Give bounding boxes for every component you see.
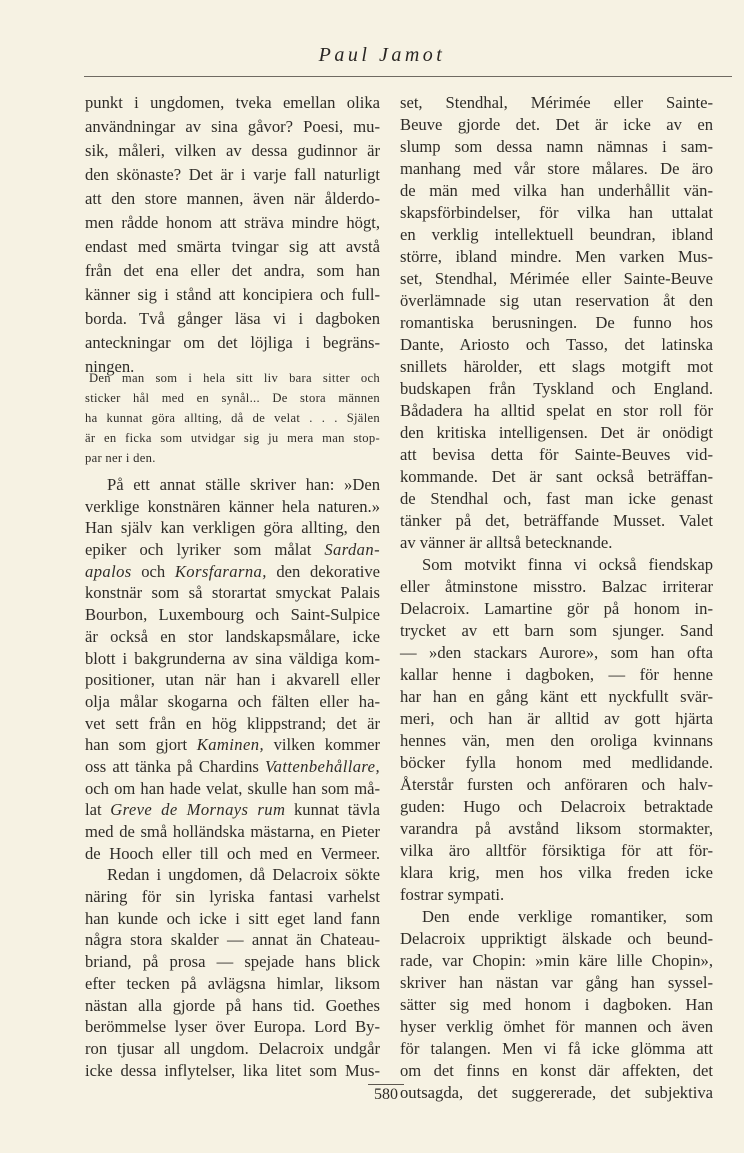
text-line: men rådde honom att sträva mindre högt,	[85, 213, 380, 232]
header-rule	[84, 76, 732, 77]
text-line: vet sett från en hög klippstrand; det är	[85, 713, 380, 733]
text-line: är en ficka som utvidgar sig ju mera man stop-	[85, 431, 380, 445]
text-segment: oss att tänka på Chardins	[85, 756, 265, 776]
text-line	[85, 799, 380, 821]
text-line: set, Stendhal, Mérimée eller Sainte-Beuve	[400, 269, 713, 288]
diary-quotation	[85, 368, 380, 468]
text-line: outsagda, det suggererade, det subjektiva	[400, 1083, 713, 1102]
text-line: om det finns en konst där affekten, det	[400, 1061, 713, 1080]
text-line: På ett annat ställe skriver han: »Den	[107, 475, 380, 494]
text-line	[85, 756, 380, 778]
text-line: manhang med vår store målares. De äro	[400, 159, 713, 178]
text-line: näring för sin lyriska fantasi varhelst	[85, 887, 380, 907]
italic-title: Kaminen,	[196, 735, 265, 755]
text-segment: den dekorative	[266, 561, 380, 581]
text-line: Redan i ungdomen, då Delacroix sökte	[107, 865, 380, 885]
italic-title: Korsfararna,	[174, 561, 267, 581]
text-line: Bådadera ha alltid spelat en stor roll för	[400, 401, 713, 420]
paragraph	[85, 91, 380, 379]
text-segment: lat	[85, 800, 111, 820]
text-line: Återstår fursten och anföraren och halv-	[400, 775, 713, 794]
text-line: punkt i ungdomen, tveka emellan olika	[85, 93, 380, 112]
text-line: ha kunnat göra allting, då de velat . . . Själen	[85, 411, 380, 425]
text-line: briand, på prosa — spejade hans blick	[85, 952, 380, 972]
text-line: från det ena eller det andra, som han	[85, 261, 380, 280]
text-line: fostrar sympati.	[400, 885, 505, 904]
text-line: överlämnade sig utan reservation åt den	[400, 291, 713, 310]
text-line: tänker på det, beträffande Musset. Valet	[400, 511, 713, 530]
text-line: och om han hade velat, skulle han som må-	[85, 778, 380, 798]
text-segment: han som gjort	[85, 735, 197, 755]
text-line: blott i bakgrunderna av sina väldiga kom-	[85, 648, 380, 668]
text-line: klara krig, men hos vilka freden icke	[400, 863, 713, 882]
page-number: 580	[368, 1084, 404, 1104]
text-segment: epiker och lyriker som målat	[85, 540, 325, 560]
text-line: hennes vän, men den oroliga kvinnans	[400, 731, 713, 750]
text-line: den kritiska intelligensen. Det är onödigt	[400, 423, 713, 442]
text-line: att bevisa detta för Sainte-Beuves vid-	[400, 445, 713, 464]
text-line: med de små holländska mästarna, en Pieter	[85, 822, 380, 841]
text-line: Bourbon, Luxembourg och Saint-Sulpice	[85, 605, 380, 625]
text-line: att den store mannen, även när ålderdo-	[85, 189, 380, 208]
text-line: borda. Två gånger läsa vi i dagboken	[85, 309, 380, 328]
text-line: par ner i den.	[85, 451, 156, 465]
text-line: eller åtminstone misstro. Balzac irriterar	[400, 577, 713, 596]
text-line: budskapen från Tyskland och England.	[400, 379, 713, 398]
text-line: verklige konstnären känner hela naturen.»	[85, 496, 380, 516]
text-line: Som motvikt finna vi också fiendskap	[422, 555, 713, 574]
text-line: sätter sig med honom i dagboken. Han	[400, 995, 713, 1014]
text-line: anteckningar om det löjliga i begräns-	[85, 333, 380, 352]
text-line: konstnär som så storartat smyckat Palais	[85, 583, 380, 603]
text-line: större, ibland mindre. Men varken Mus-	[400, 247, 713, 266]
text-line: ningen.	[85, 357, 135, 376]
text-line: kommande. Det är sant också beträffan-	[400, 467, 713, 486]
text-line: känner sig i stånd att koncipiera och full-	[85, 285, 380, 304]
text-line: Delacroix. Lamartine gör på honom in-	[400, 599, 713, 618]
text-line: endast med smärta tvingar sig att avstå	[85, 237, 380, 256]
text-line: en verklig intellektuell beundran, ibland	[400, 225, 713, 244]
text-segment: vilken kommer	[264, 735, 380, 755]
text-line: sticker hål med en synål... De stora männen	[85, 391, 380, 405]
italic-title: apalos	[85, 561, 132, 581]
text-line: Beuve gjorde det. Det är icke av en	[400, 115, 713, 134]
text-line: set, Stendhal, Mérimée eller Sainte-	[400, 93, 713, 112]
paragraph-group	[400, 92, 713, 1104]
text-line: skapsförbindelser, för vilka han uttalat	[400, 203, 713, 222]
text-line: av vänner är alltså betecknande.	[400, 533, 613, 552]
text-line: meri, och han är alltid av gott hjärta	[400, 709, 713, 728]
text-line	[85, 561, 380, 583]
text-line: för talangen. Men vi få icke glömma att	[400, 1039, 713, 1058]
text-line: efter tecken på avlägsna himlar, liksom	[85, 973, 380, 993]
text-line: Han själv kan verkligen göra allting, den	[85, 518, 380, 538]
text-line: de män med vilka han underhållit vän-	[400, 181, 713, 200]
text-line: kallar henne i dagboken, — för henne	[400, 665, 713, 684]
text-line: han kunde och icke i sitt eget land fann	[85, 908, 380, 928]
text-line: Den ende verklige romantiker, som	[422, 907, 713, 926]
text-segment: och	[131, 561, 175, 581]
text-line: användningar av sina gåvor? Poesi, mu-	[85, 117, 380, 136]
text-line: Den man som i hela sitt liv bara sitter och	[89, 371, 380, 385]
text-line: hyser verklig ömhet för mannen och även	[400, 1017, 713, 1036]
text-line: slump som dessa namn nämnas i sam-	[400, 137, 713, 156]
italic-title: Sardan-	[324, 540, 380, 560]
text-line	[85, 539, 380, 561]
text-line: Dante, Ariosto och Tasso, det latinska	[400, 335, 713, 354]
running-header-title: Paul Jamot	[318, 44, 446, 66]
text-line: berömmelse lyser över Europa. Lord By-	[85, 1017, 380, 1037]
text-line: den skönaste? Det är i varje fall naturligt	[85, 165, 380, 184]
text-line: skriver han nästan var gång han syssel-	[400, 973, 713, 992]
text-line: olja målar skogarna och fälten eller ha-	[85, 691, 380, 711]
italic-title: Greve de Mornays rum	[110, 800, 286, 820]
text-line: varandra på avstånd liksom stormakter,	[400, 819, 713, 838]
text-line: de Hooch eller till och med en Vermeer.	[85, 843, 380, 863]
text-line: rade, var Chopin: »min käre lille Chopin»,	[400, 951, 713, 970]
text-line: böcker fylla honom med medlidande.	[400, 753, 713, 772]
text-line: positioner, utan när han i akvarell eller	[85, 670, 380, 690]
text-line: guden: Hugo och Delacroix betraktade	[400, 797, 713, 816]
text-line: de Stendhal och, fast man icke genast	[400, 489, 713, 508]
text-line: — »den stackars Aurore», som han ofta	[400, 643, 713, 662]
text-line: nästan alla gjorde på hans tid. Goethes	[85, 995, 380, 1015]
text-line: snillets härolder, ett slags motgift mot	[400, 357, 713, 376]
text-line: sik, måleri, vilken av dessa gudinnor är	[85, 141, 380, 160]
italic-title: Vattenbehållare,	[264, 756, 380, 776]
text-line: är också en stor landskapsmålare, icke	[85, 626, 380, 646]
text-line: har han en gång känt ett nyckfullt svär-	[400, 687, 713, 706]
text-line: icke dessa inflytelser, lika litet som Mus-	[85, 1060, 380, 1080]
text-line: ron tjusar all ungdom. Delacroix undgår	[85, 1038, 380, 1058]
text-line	[85, 734, 380, 756]
text-line: några stora skalder — annat än Chateau-	[85, 930, 380, 950]
paragraph	[85, 474, 380, 1081]
text-line: romantiska berusningen. De funno hos	[400, 313, 713, 332]
text-segment: kunnat tävla	[285, 800, 380, 820]
text-line: Delacroix uppriktigt älskade och beund-	[400, 929, 713, 948]
text-line: trycket av ett barn som sjunger. Sand	[400, 621, 713, 640]
text-line: vilka äro alltför försiktiga för att för-	[400, 841, 713, 860]
